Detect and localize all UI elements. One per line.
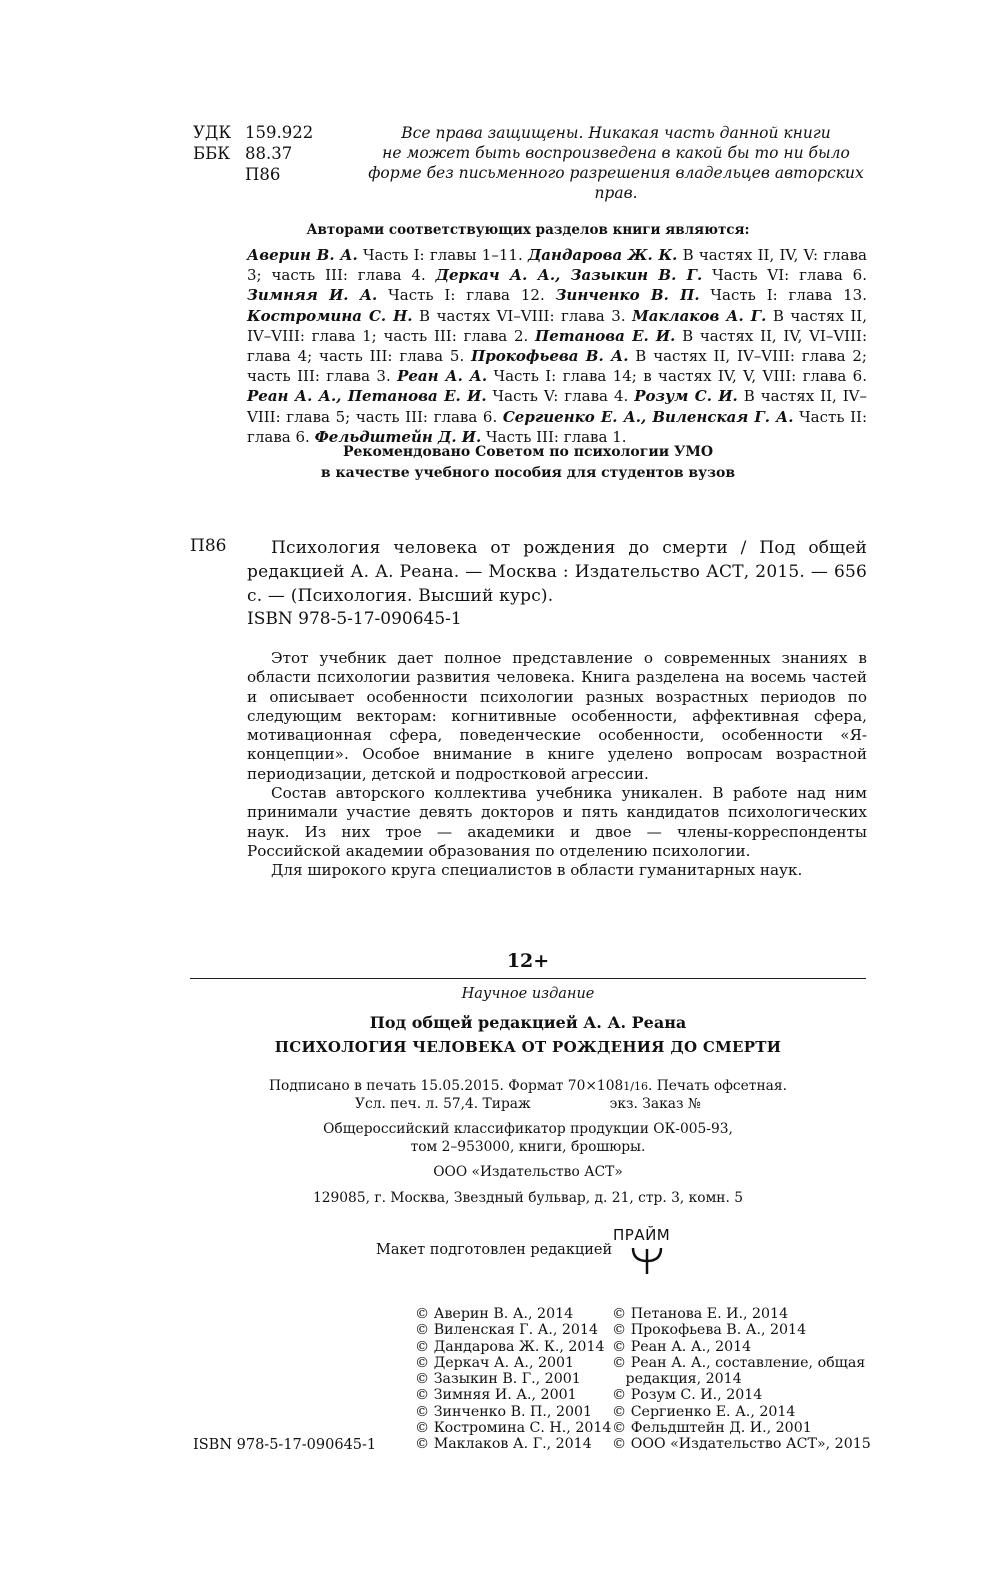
author-sections: В частях II, IV–VIII: глава 2; часть III: глава 3. — [247, 347, 867, 386]
format-fraction: 1/16 — [623, 1080, 648, 1093]
author-name: Петанова Е. И. — [535, 326, 676, 345]
udk-block — [193, 122, 313, 185]
authors-heading: Авторами соответствующих разделов книги являются: — [306, 222, 750, 238]
author-name: Зимняя И. А. — [247, 286, 378, 305]
bbk-row: ББК 88.37 — [193, 144, 293, 163]
author-mark-row: П86 — [245, 165, 281, 184]
author-sections: Часть I: глава 14; в частях IV, V, VIII: глава 6. — [487, 367, 867, 386]
author-name: Костромина С. Н. — [247, 306, 413, 325]
author-sections: Часть I: глава 13. — [699, 286, 867, 305]
author-sections: Часть I: глава 12. — [377, 286, 556, 305]
signed-line: Подписано в печать 15.05.2015. Формат 70×1081/16. Печать офсетная. — [269, 1078, 787, 1094]
imprint: Подписано в печать 15.05.2015. Формат 70×1081/16. Печать офсетная. Усл. печ. л. 57,4. Тираж экз. Заказ № Общероссийский классификатор продукции ОК-005-93, том 2–953000, книги, брошюры. ООО «Издательство АСТ» 129085, г. Москва, Звездный бульвар, д. 21, стр. 3, комн. 5 — [190, 1078, 866, 1207]
catalog-code: П86 — [190, 536, 227, 556]
author-sections: В частях II, IV, VI–VIII: глава 4; часть III: глава 5. — [247, 326, 868, 366]
author-name: Зинченко В. П. — [555, 286, 700, 305]
author-name: Аверин В. А. — [247, 246, 358, 264]
annotation-paragraph: Состав авторского коллектива учебника уникален. В работе над ним принимали участие девять докторов и пять кандидатов психологических наук. Из них трое — академики и двое — члены-корреспонденты Российской академии образования по отделению психологии. — [247, 784, 867, 860]
author-name: Реан А. А., Петанова Е. И. — [247, 387, 487, 406]
edition-type: Научное издание — [461, 986, 595, 1002]
author-sections: Часть VI: глава 6. — [702, 266, 867, 285]
author-name: Прокофьева В. А. — [471, 347, 629, 366]
divider — [190, 978, 866, 979]
age-rating: 12+ — [506, 950, 550, 972]
layout-credit: Макет подготовлен редакцией — [376, 1242, 613, 1258]
author-name: Сергиенко Е. А., Виленская Г. А. — [502, 407, 794, 426]
rights-notice: Все права защищены. Никакая часть данной книги не может быть воспроизведена в какой бы то ни было форме без письменного разрешения владельцев авторских прав. — [368, 124, 864, 202]
author-name: Деркач А. А., Зазыкин В. Г. — [435, 266, 703, 285]
author-sections: Часть I: главы 1–11. — [357, 246, 528, 264]
isbn-bottom: ISBN 978-5-17-090645-1 — [193, 1437, 377, 1453]
author-sections: В частях II, IV–VIII: глава 5; часть III: глава 6. — [247, 387, 868, 426]
authors-list — [247, 245, 867, 447]
isbn-main: ISBN 978-5-17-090645-1 — [247, 609, 462, 629]
author-name: Розум С. И. — [634, 387, 738, 406]
psi-icon — [627, 1245, 667, 1275]
prime-logo: ПРАЙМ — [613, 1226, 683, 1276]
author-sections: Часть II: глава 6. — [247, 407, 867, 446]
author-name: Маклаков А. Г. — [632, 306, 767, 325]
annotation — [247, 649, 867, 881]
author-name: Дандарова Ж. К. — [527, 246, 678, 264]
author-sections: Часть III: глава 1. — [481, 427, 627, 446]
author-sections: В частях II, IV, V: глава 3; часть III: глава 4. — [247, 246, 867, 285]
bibliographic-record: Психология человека от рождения до смерти / Под общей редакцией А. А. Реана. — Москва : Издательство АСТ, 2015. — 656 с. — (Психология. Высший курс). — [247, 538, 867, 606]
recommendation: Рекомендовано Советом по психологии УМО в качестве учебного пособия для студентов вузов — [320, 444, 736, 481]
annotation-paragraph: Этот учебник дает полное представление о современных знаниях в области психологии развития человека. Книга разделена на восемь частей и описывает особенности психологии разных возрастных периодов по следующим векторам: когнитивные особенности, аффективная сфера, мотивационная сфера, поведенческие особенности, особенности «Я-концепции». Особое внимание в книге уделено вопросам возрастной периодизации, детской и подростковой агрессии. — [247, 649, 867, 783]
book-title: ПСИХОЛОГИЯ ЧЕЛОВЕКА ОТ РОЖДЕНИЯ ДО СМЕРТИ — [274, 1038, 782, 1056]
author-sections: В частях VI–VIII: глава 3. — [412, 306, 633, 325]
author-name: Реан А. А. — [397, 367, 488, 386]
annotation-paragraph: Для широкого круга специалистов в области гуманитарных наук. — [271, 861, 803, 880]
author-sections: В частях II, IV–VIII: глава 1; часть III: глава 2. — [247, 306, 868, 345]
editor-line: Под общей редакцией А. А. Реана — [369, 1013, 687, 1032]
udk-row: УДК 159.922 — [193, 123, 314, 142]
copyrights-left: © Аверин В. А., 2014 © Виленская Г. А., 2014 © Дандарова Ж. К., 2014 © Деркач А. А., 2001 © Зазыкин В. Г., 2001 © Зимняя И. А., 2001 © Зинченко В. П., 2001 © Костромина С. Н., 2014 © Маклаков А. Г., 2014 — [415, 1306, 612, 1453]
author-name: Фельдштейн Д. И. — [314, 427, 482, 446]
author-sections: Часть V: глава 4. — [486, 387, 635, 406]
copyrights-right: © Петанова Е. И., 2014 © Прокофьева В. А., 2014 © Реан А. А., 2014 © Реан А. А., составление, общая редакция, 2014 © Розум С. И., 2014 © Сергиенко Е. А., 2014 © Фельдштейн Д. И., 2001 © ООО «Издательство АСТ», 2015 — [612, 1306, 871, 1453]
